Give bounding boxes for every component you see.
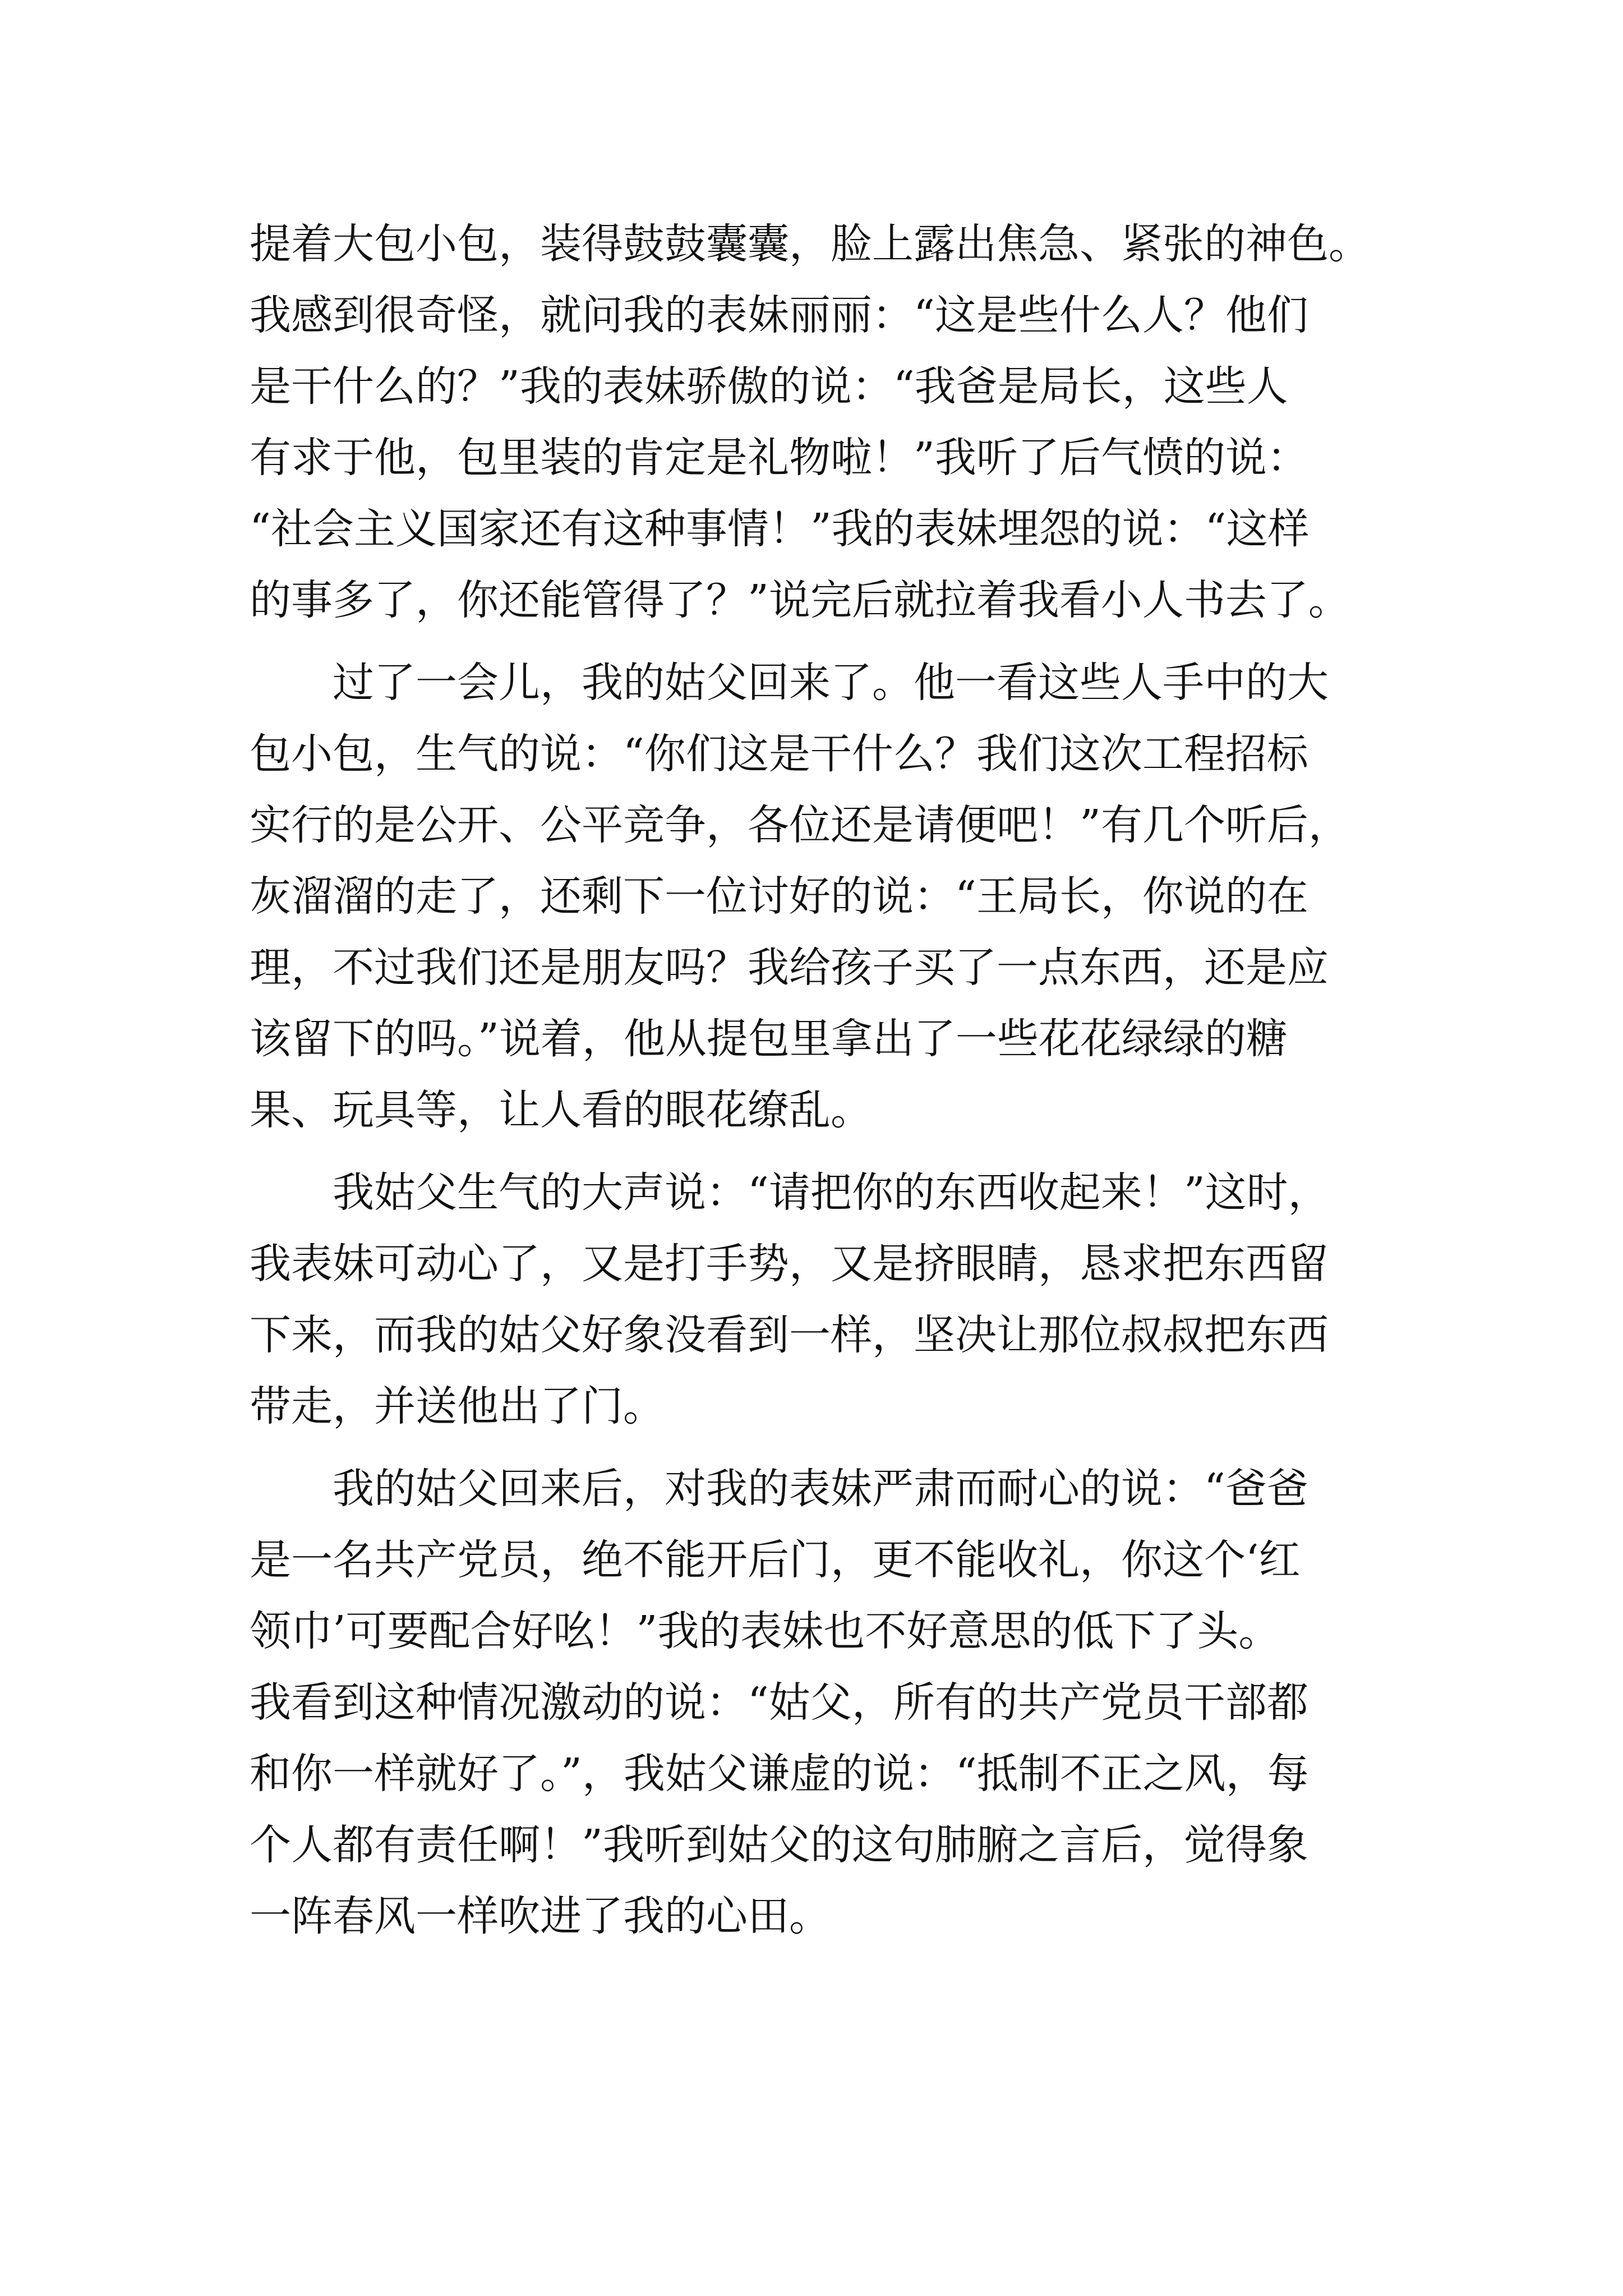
paragraph — [250, 647, 1399, 1146]
text-line: 下来，而我的姑父好象没看到一样，坚决让那位叔叔把东西 — [250, 1311, 1329, 1359]
text-line: “社会主义国家还有这种事情！”我的表妹埋怨的说：“这样 — [250, 505, 1310, 553]
text-line: 包小包，生气的说：“你们这是干什么？我们这次工程招标 — [250, 730, 1308, 778]
text-line: 领巾’可要配合好吆！”我的表妹也不好意思的低下了头。 — [250, 1607, 1280, 1655]
text-line: 灰溜溜的走了，还剩下一位讨好的说：“王局长，你说的在 — [250, 872, 1308, 921]
paragraph — [250, 209, 1399, 636]
text-line: 我表妹可动心了，又是打手势，又是挤眼睛，恳求把东西留 — [250, 1240, 1329, 1288]
text-line: 的事多了，你还能管得了？”说完后就拉着我看小人书去了。 — [250, 576, 1350, 624]
text-line: 一阵春风一样吹进了我的心田。 — [250, 1892, 831, 1940]
document-body — [250, 209, 1399, 1952]
text-line: 我感到很奇怪，就问我的表妹丽丽：“这是些什么人？他们 — [250, 291, 1308, 339]
text-line: 和你一样就好了。”，我姑父谦虚的说：“抵制不正之风，每 — [250, 1750, 1309, 1798]
text-line: 个人都有责任啊！”我听到姑父的这句肺腑之言后，觉得象 — [250, 1821, 1308, 1869]
text-line: 我的姑父回来后，对我的表妹严肃而耐心的说：“爸爸 — [333, 1465, 1308, 1513]
text-line: 我姑父生气的大声说：“请把你的东西收起来！”这时， — [333, 1168, 1330, 1217]
text-line: 该留下的吗。”说着，他从提包里拿出了一些花花绿绿的糖 — [250, 1015, 1288, 1063]
text-line: 过了一会儿，我的姑父回来了。他一看这些人手中的大 — [333, 659, 1329, 707]
paragraph — [250, 1453, 1399, 1952]
text-line: 理，不过我们还是朋友吗？我给孩子买了一点东西，还是应 — [250, 944, 1329, 992]
text-line: 有求于他，包里装的肯定是礼物啦！”我听了后气愤的说： — [250, 434, 1308, 482]
text-line: 是干什么的？”我的表妹骄傲的说：“我爸是局长，这些人 — [250, 362, 1288, 411]
text-line: 我看到这种情况激动的说：“姑父，所有的共产党员干部都 — [250, 1678, 1308, 1727]
paragraph — [250, 1157, 1399, 1442]
text-line: 带走，并送他出了门。 — [250, 1382, 665, 1430]
text-line: 是一名共产党员，绝不能开后门，更不能收礼，你这个‘红 — [250, 1536, 1301, 1584]
text-line: 提着大包小包，装得鼓鼓囊囊，脸上露出焦急、紧张的神色。 — [250, 220, 1370, 268]
text-line: 实行的是公开、公平竞争，各位还是请便吧！”有几个听后， — [250, 801, 1350, 849]
text-line: 果、玩具等，让人看的眼花缭乱。 — [250, 1086, 872, 1134]
